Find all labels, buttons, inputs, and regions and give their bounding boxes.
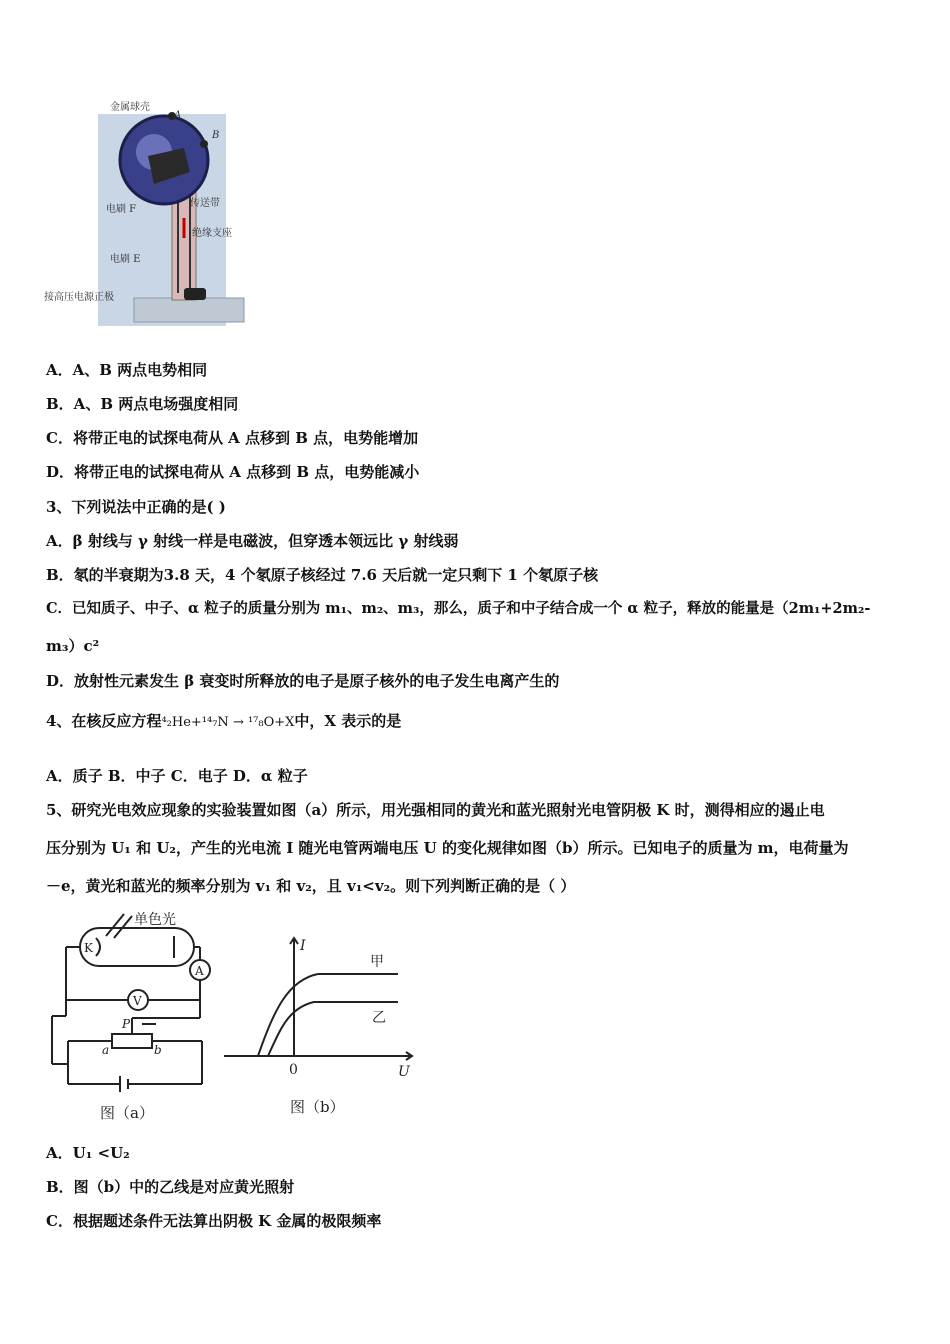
q4-prefix: 4、在核反应方程 (46, 712, 162, 730)
q5-option-c: C．根据题述条件无法算出阴极 K 金属的极限频率 (46, 1212, 382, 1230)
q4-suffix: 中，X 表示的是 (294, 712, 402, 730)
q2-option-c: C．将带正电的试探电荷从 A 点移到 B 点，电势能增加 (46, 429, 419, 447)
label-shell: 金属球壳 (110, 102, 150, 113)
cathode-k (96, 938, 100, 956)
label-ammeter: A (195, 964, 204, 978)
label-a: A (174, 110, 182, 121)
label-i: I (300, 938, 306, 954)
q5-line3: －e，黄光和蓝光的频率分别为 v₁ 和 v₂，且 v₁<v₂。则下列判断正确的是（ ） (46, 877, 576, 895)
q3-option-a: A．β 射线与 γ 射线一样是电磁波，但穿透本领远比 γ 射线弱 (46, 532, 459, 550)
point-b-marker (200, 140, 208, 148)
label-brush-f: 电刷 F (106, 204, 137, 215)
label-jia: 甲 (370, 954, 384, 970)
label-voltmeter: V (133, 994, 142, 1008)
label-b: B (212, 130, 220, 141)
label-u: U (398, 1064, 410, 1080)
photocell-tube (80, 928, 194, 966)
base-plate (134, 298, 244, 322)
q3-option-d: D．放射性元素发生 β 衰变时所释放的电子是原子核外的电子发生电离产生的 (46, 672, 560, 690)
caption-a: 图（a） (100, 1104, 154, 1122)
label-a: a (102, 1043, 110, 1057)
motor (184, 288, 206, 300)
q3-stem: 3、下列说法中正确的是( ) (46, 498, 226, 516)
q3-option-c-line1: C．已知质子、中子、α 粒子的质量分别为 m₁、m₂、m₃，那么，质子和中子结合成一个 α 粒子，释放的能量是（2m₁+2m₂- (46, 600, 871, 617)
rheostat (112, 1034, 152, 1048)
q5-option-b: B．图（b）中的乙线是对应黄光照射 (46, 1178, 295, 1196)
label-yi: 乙 (372, 1010, 386, 1026)
label-b: b (154, 1043, 162, 1057)
label-p: P (122, 1017, 131, 1031)
caption-b: 图（b） (290, 1098, 345, 1116)
q5-line1: 5、研究光电效应现象的实验装置如图（a）所示，用光强相同的黄光和蓝光照射光电管阴极 K 时，测得相应的遏止电 (46, 801, 825, 819)
iu-graph (218, 930, 418, 1120)
label-source: 接高压电源正极 (44, 292, 114, 303)
q3-option-b: B．氡的半衰期为3.8 天，4 个氡原子核经过 7.6 天后就一定只剩下 1 个氡原子核 (46, 566, 599, 584)
label-k: K (84, 941, 93, 955)
label-brush-e: 电刷 E (110, 254, 141, 265)
q2-option-a: A．A、B 两点电势相同 (46, 361, 208, 379)
circuit-diagram (44, 908, 234, 1128)
label-belt: 传送带 (190, 198, 220, 209)
q2-option-b: B．A、B 两点电场强度相同 (46, 395, 239, 413)
q4-stem (46, 711, 401, 733)
label-zero: 0 (289, 1062, 298, 1078)
nuclear-equation: ⁴₂He+¹⁴₇N → ¹⁷₈O+X (161, 715, 295, 730)
q3-option-c-line2: m₃）c² (46, 637, 100, 655)
q4-options: A．质子 B．中子 C．电子 D．α 粒子 (46, 767, 308, 785)
q5-line2: 压分别为 U₁ 和 U₂，产生的光电流 I 随光电管两端电压 U 的变化规律如图（b）所示。已知电子的质量为 m，电荷量为 (46, 839, 849, 857)
label-support: 绝缘支座 (192, 228, 232, 239)
label-light: 单色光 (134, 912, 176, 928)
light-ray-1 (106, 914, 124, 936)
q5-option-a: A．U₁ <U₂ (46, 1144, 130, 1162)
q2-option-d: D．将带正电的试探电荷从 A 点移到 B 点，电势能减小 (46, 463, 420, 481)
van-de-graaff-figure (44, 98, 254, 330)
